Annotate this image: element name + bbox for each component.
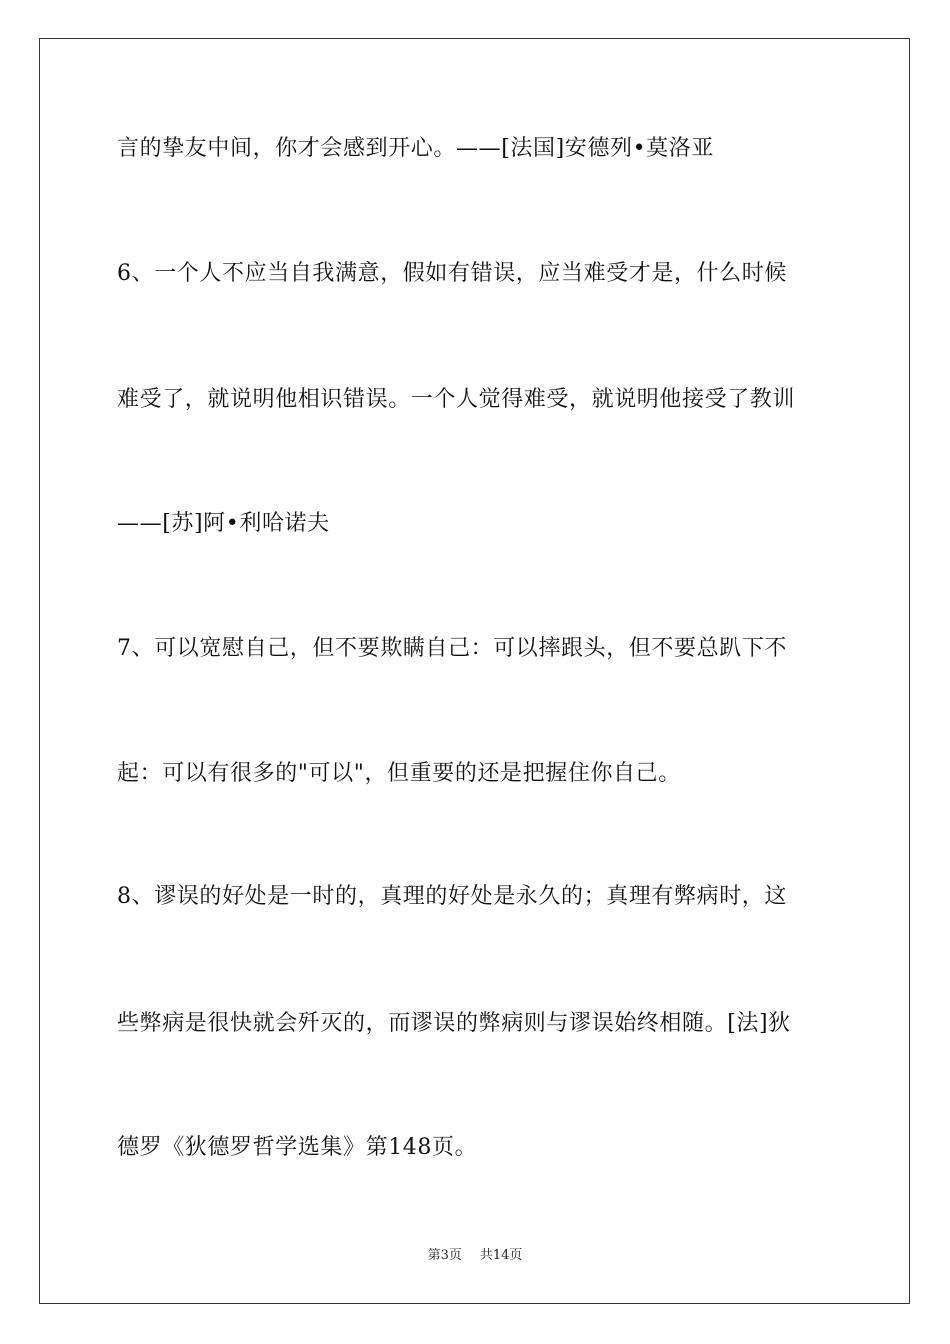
text-line: 8、谬误的好处是一时的，真理的好处是永久的；真理有弊病时，这 (117, 884, 787, 909)
text-line: 些弊病是很快就会歼灭的，而谬误的弊病则与谬误始终相随。[法]狄 (117, 1011, 791, 1036)
text-line: 起：可以有很多的"可以"，但重要的还是把握住你自己。 (117, 761, 681, 786)
text-line: 7、可以宽慰自己，但不要欺瞒自己：可以摔跟头，但不要总趴下不 (117, 636, 787, 661)
text-line: 言的挚友中间，你才会感到开心。——[法国]安德列•莫洛亚 (117, 136, 714, 161)
page-total: 共14页 (479, 1248, 523, 1263)
text-line: 德罗《狄德罗哲学选集》第148页。 (117, 1135, 478, 1160)
text-line: 难受了，就说明他相识错误。一个人觉得难受，就说明他接受了教训 (117, 387, 796, 412)
page-footer (0, 1248, 950, 1264)
page-border (39, 38, 910, 1304)
text-line: ——[苏]阿•利哈诺夫 (117, 511, 330, 536)
page-number: 第3页 (427, 1248, 462, 1263)
text-line: 6、一个人不应当自我满意，假如有错误，应当难受才是，什么时候 (117, 261, 787, 286)
